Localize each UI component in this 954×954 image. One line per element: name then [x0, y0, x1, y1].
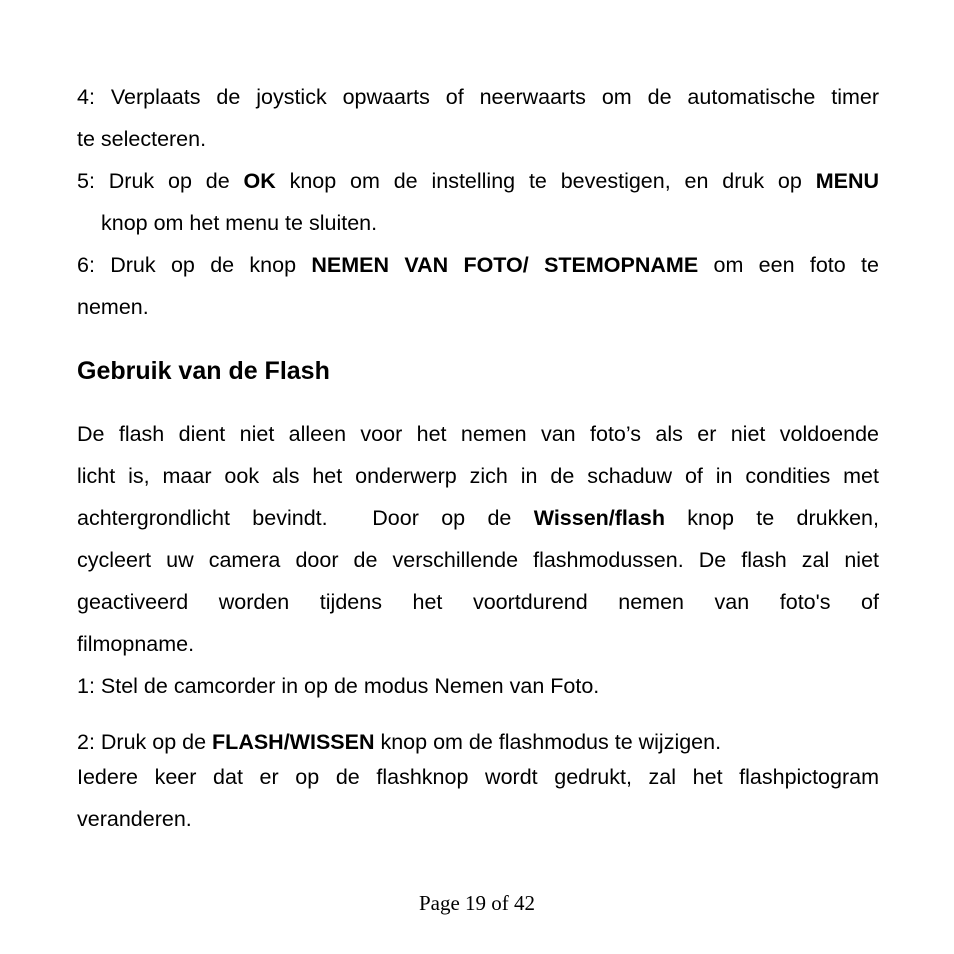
flash-para-line-4: cycleert uw camera door de verschillende flashmodussen. De flash zal niet [77, 548, 879, 572]
step-4-line-2: te selecteren. [77, 127, 207, 151]
step-6-line-2: nemen. [77, 295, 149, 319]
flash-step-2-post: knop om de flashmodus te wijzigen. [374, 730, 722, 754]
flash-step-1: 1: Stel de camcorder in op de modus Nemen van Foto. [77, 674, 600, 698]
capture-button-label: NEMEN VAN FOTO/ STEMOPNAME [311, 253, 699, 277]
step-5-text-pre: 5: Druk op de [77, 169, 244, 193]
step-6-text-post: om een foto te [698, 253, 879, 277]
flash-para-line-2: licht is, maar ook als het onderwerp zich in de schaduw of in condities met [77, 464, 879, 488]
step-5-line-1 [77, 167, 879, 195]
menu-button-label: MENU [815, 169, 879, 193]
flash-para-line-1: De flash dient niet alleen voor het nemen van foto’s als er niet voldoende [77, 422, 879, 446]
step-5-text-mid: knop om de instelling te bevestigen, en druk op [275, 169, 816, 193]
flash-para-line-3 [77, 504, 879, 532]
page-number: Page 19 of 42 [418, 891, 536, 915]
flash-para-line-3-post: knop te drukken, [664, 506, 879, 530]
flash-para-line-5: geactiveerd worden tijdens het voortdurend nemen van foto's of [77, 590, 879, 614]
flash-para-line-6: filmopname. [77, 632, 195, 656]
step-5-line-2: knop om het menu te sluiten. [101, 211, 378, 235]
flash-step-2 [77, 728, 879, 756]
step-6-line-1 [77, 251, 879, 279]
section-heading: Gebruik van de Flash [77, 357, 330, 385]
step-6-text-pre: 6: Druk op de knop [77, 253, 312, 277]
step-4-line-1: 4: Verplaats de joystick opwaarts of neerwaarts om de automatische timer [77, 85, 879, 109]
ok-button-label: OK [243, 169, 276, 193]
flash-step-2-pre: 2: Druk op de [77, 730, 213, 754]
flash-para-line-3-pre: achtergrondlicht bevindt. Door op de [77, 506, 534, 530]
flash-note-line-2: veranderen. [77, 807, 192, 831]
flash-note-line-1: Iedere keer dat er op de flashknop wordt gedrukt, zal het flashpictogram [77, 765, 879, 789]
wissen-flash-button-label: Wissen/flash [533, 506, 665, 530]
flash-wissen-button-label: FLASH/WISSEN [212, 730, 375, 754]
